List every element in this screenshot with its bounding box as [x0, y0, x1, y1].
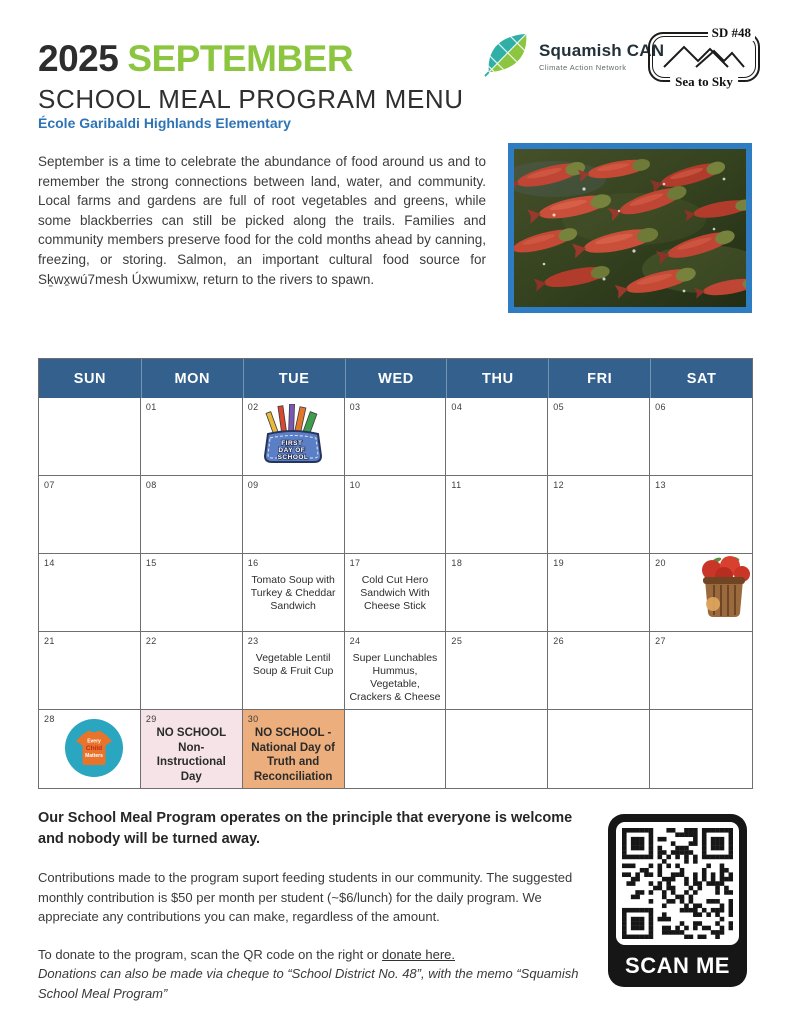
calendar-cell-22 [141, 632, 243, 710]
page-title: SCHOOL MEAL PROGRAM MENU [38, 84, 464, 114]
date-number: 21 [44, 636, 55, 646]
school-name: École Garibaldi Highlands Elementary [38, 115, 291, 131]
svg-text:Every: Every [87, 738, 101, 745]
calendar-cell-08 [141, 476, 243, 554]
calendar-cell-27 [650, 632, 752, 710]
first-day-of-school-icon [256, 404, 330, 473]
meal-text: Cold Cut Hero Sandwich With Cheese Stick [360, 574, 430, 612]
weekday-wed: WED [345, 359, 447, 398]
year-text: 2025 [38, 38, 119, 79]
weekday-tue: TUE [243, 359, 345, 398]
date-number: 06 [655, 402, 666, 412]
meal-text: Vegetable Lentil Soup & Fruit Cup [252, 652, 334, 677]
calendar-cell-26 [548, 632, 650, 710]
date-number: 04 [451, 402, 463, 412]
qr-scan-label: SCAN ME [625, 953, 730, 978]
date-number: 11 [451, 480, 462, 490]
calendar-cell [345, 710, 447, 788]
sd48-region-label: Sea to Sky [670, 74, 738, 90]
no-school-note: NO SCHOOL - National Day of Truth and Reconciliation [251, 727, 335, 783]
calendar-cell-04 [446, 398, 548, 476]
date-number: 18 [451, 558, 463, 568]
calendar-cell-18 [446, 554, 548, 632]
calendar-cell-09 [243, 476, 345, 554]
date-number: 02 [247, 402, 259, 412]
calendar-cell-07 [39, 476, 141, 554]
date-number: 14 [44, 558, 55, 568]
weekday-thu: THU [446, 359, 548, 398]
page-heading [38, 38, 353, 80]
date-number: 19 [553, 558, 565, 568]
calendar-cell-10 [345, 476, 447, 554]
qr-pattern [616, 822, 739, 945]
weekday-mon: MON [141, 359, 243, 398]
calendar [38, 358, 753, 789]
calendar-cell [548, 710, 650, 788]
cheque-note: Donations can also be made via cheque to “School District No. 48”, with the memo “Squamish School Meal Program” [38, 966, 579, 1001]
date-number: 26 [553, 636, 565, 646]
calendar-weekday-header [39, 359, 752, 398]
calendar-cell-14 [39, 554, 141, 632]
calendar-cell-15 [141, 554, 243, 632]
date-number: 12 [553, 480, 565, 490]
date-number: 22 [145, 636, 157, 646]
calendar-cell-23 [243, 632, 345, 710]
date-number: 17 [349, 558, 361, 568]
every-child-matters-icon [65, 719, 123, 777]
date-number: 16 [247, 558, 259, 568]
date-number: 23 [247, 636, 259, 646]
calendar-cell-25 [446, 632, 548, 710]
calendar-cell-28 [39, 710, 141, 788]
calendar-cell-29 [141, 710, 243, 788]
meal-text: Super Lunchables Hummus, Vegetable, Crackers & Cheese [349, 652, 441, 703]
calendar-cell-17 [345, 554, 447, 632]
calendar-grid [39, 398, 752, 788]
date-number: 29 [145, 714, 157, 724]
calendar-cell-06 [650, 398, 752, 476]
calendar-cell-02 [243, 398, 345, 476]
calendar-cell-24 [345, 632, 447, 710]
squamish-can-subtitle: Climate Action Network [539, 63, 627, 72]
footer-text [38, 808, 596, 1003]
weekday-sat: SAT [650, 359, 752, 398]
date-number: 20 [655, 558, 666, 568]
donate-paragraph [38, 945, 596, 965]
date-number: 28 [44, 714, 55, 724]
contributions-paragraph: Contributions made to the program suport feeding students in our community. The suggested monthly contribution is $50 per month per student (~$6/lunch) for the daily program. We appreciate any contributions you can make, regardless of the amount. [38, 870, 573, 924]
weekday-fri: FRI [548, 359, 650, 398]
calendar-cell [650, 710, 752, 788]
svg-text:Child: Child [85, 745, 103, 752]
meal-text: Tomato Soup with Turkey & Cheddar Sandwich [250, 574, 336, 612]
squamish-can-logo [484, 31, 664, 82]
date-number: 05 [553, 402, 565, 412]
date-number: 13 [655, 480, 666, 490]
date-number: 09 [247, 480, 259, 490]
date-number: 24 [349, 636, 361, 646]
weekday-sun: SUN [73, 370, 107, 387]
svg-text:FIRST DAY OF S: FIRST DAY OF SCHOOL [277, 440, 309, 461]
date-number: 10 [349, 480, 361, 490]
calendar-cell-20 [650, 554, 752, 632]
date-number: 08 [145, 480, 157, 490]
calendar-cell-12 [548, 476, 650, 554]
date-number: 01 [145, 402, 157, 412]
date-number: 03 [349, 402, 361, 412]
calendar-cell-19 [548, 554, 650, 632]
calendar-cell-05 [548, 398, 650, 476]
calendar-cell-03 [345, 398, 447, 476]
calendar-cell-13 [650, 476, 752, 554]
calendar-cell [39, 398, 141, 476]
mountains-icon [662, 43, 746, 74]
sd48-district-label: SD #48 [708, 25, 755, 41]
date-number: 25 [451, 636, 463, 646]
date-number: 07 [44, 480, 55, 490]
salmon-photo [508, 143, 752, 313]
calendar-cell-30 [243, 710, 345, 788]
no-school-note: NO SCHOOL Non-Instructional Day [156, 727, 227, 783]
intro-paragraph: September is a time to celebrate the abundance of food around us and to remember the strong connections between land, water, and community. Local farms and gardens are full of root vegetables and greens, while some blackberries can still be picked along the trails. Families and community members preserve food for the cold months ahead by canning, freezing, or storing. Salmon, an important cultural food source for Sḵwx̱wú7mesh Úxwumixw, return to the rivers to spawn. [38, 154, 486, 287]
leaf-icon [484, 31, 530, 82]
qr-code [608, 814, 747, 987]
sd48-logo [648, 27, 760, 87]
calendar-cell-11 [446, 476, 548, 554]
date-number: 15 [145, 558, 157, 568]
donate-text: To donate to the program, scan the QR code on the right or [38, 946, 382, 962]
calendar-cell-01 [141, 398, 243, 476]
calendar-cell-21 [39, 632, 141, 710]
calendar-cell-16 [243, 554, 345, 632]
date-number: 30 [247, 714, 259, 724]
svg-text:Matters: Matters [85, 753, 103, 759]
squamish-can-name: Squamish CAN [539, 41, 665, 60]
donate-link[interactable]: donate here. [381, 946, 455, 962]
month-text: SEPTEMBER [127, 38, 354, 79]
apple-basket-icon [697, 555, 751, 624]
calendar-cell [446, 710, 548, 788]
date-number: 27 [655, 636, 666, 646]
program-principle-heading: Our School Meal Program operates on the principle that everyone is welcome and nobody will be turned away. [38, 810, 573, 847]
